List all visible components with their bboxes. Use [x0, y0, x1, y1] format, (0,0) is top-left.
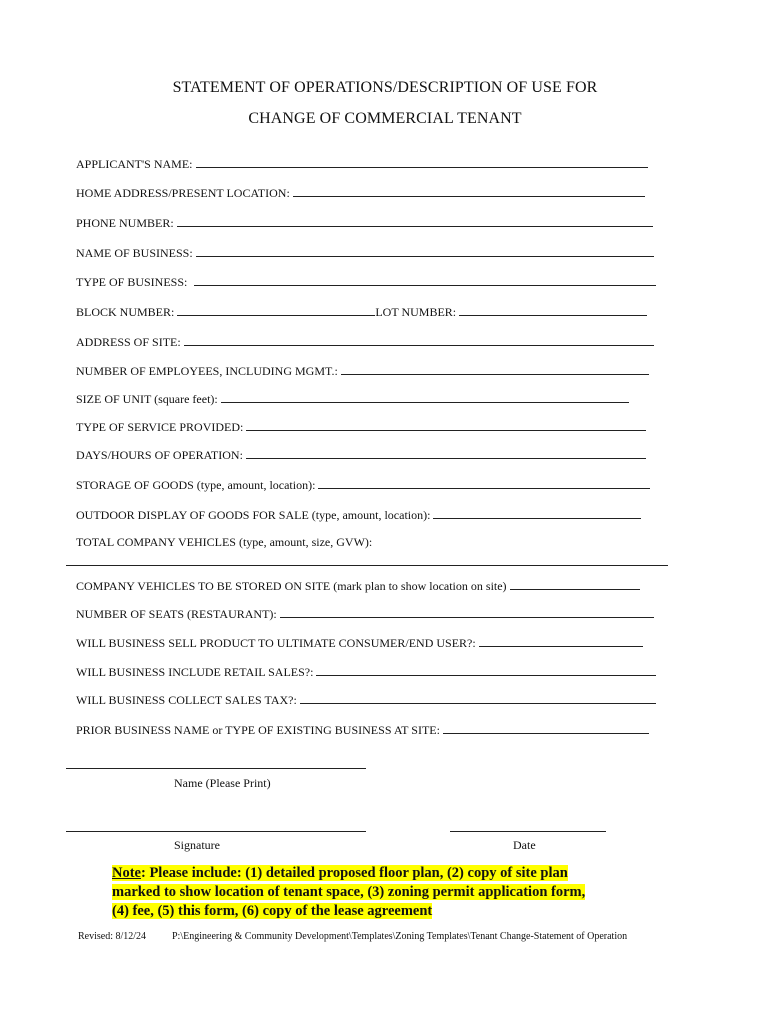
storage-row	[76, 477, 650, 492]
outdoor-display-label: OUTDOOR DISPLAY OF GOODS FOR SALE (type, amount, location):	[76, 508, 431, 522]
site-address-label: ADDRESS OF SITE:	[76, 335, 181, 349]
note-line-1: : Please include: (1) detailed proposed floor plan, (2) copy of site plan	[141, 865, 568, 881]
ultimate-consumer-field[interactable]	[479, 635, 643, 647]
block-lot-row	[76, 304, 647, 319]
outdoor-display-field[interactable]	[433, 507, 641, 519]
storage-label: STORAGE OF GOODS (type, amount, location):	[76, 478, 316, 492]
unit-size-row	[76, 391, 629, 406]
title-line-2: CHANGE OF COMMERCIAL TENANT	[248, 110, 522, 127]
phone-number-label: PHONE NUMBER:	[76, 216, 174, 230]
signature-field[interactable]	[66, 831, 366, 832]
business-name-field[interactable]	[196, 245, 654, 257]
company-vehicles-label: TOTAL COMPANY VEHICLES (type, amount, size, GVW):	[76, 535, 373, 549]
printed-name-field[interactable]	[66, 768, 366, 769]
retail-sales-label: WILL BUSINESS INCLUDE RETAIL SALES?:	[76, 665, 314, 679]
phone-number-row	[76, 215, 653, 230]
prior-business-row	[76, 722, 649, 737]
sales-tax-field[interactable]	[300, 692, 656, 704]
home-address-field[interactable]	[293, 185, 645, 197]
prior-business-label: PRIOR BUSINESS NAME or TYPE OF EXISTING BUSINESS AT SITE:	[76, 723, 440, 737]
site-address-field[interactable]	[184, 334, 654, 346]
sales-tax-label: WILL BUSINESS COLLECT SALES TAX?:	[76, 693, 297, 707]
file-path: P:\Engineering & Community Development\Templates\Zoning Templates\Tenant Change-Statement of Operation	[172, 931, 628, 942]
note-block	[112, 864, 652, 921]
ultimate-consumer-label: WILL BUSINESS SELL PRODUCT TO ULTIMATE CONSUMER/END USER?:	[76, 636, 476, 650]
vehicles-on-site-field[interactable]	[510, 578, 640, 590]
seats-label: NUMBER OF SEATS (RESTAURANT):	[76, 607, 277, 621]
applicant-name-row	[76, 156, 648, 171]
company-vehicles-row	[76, 535, 372, 549]
lot-number-label: LOT NUMBER:	[375, 305, 457, 319]
company-vehicles-field[interactable]	[66, 565, 668, 566]
days-hours-row	[76, 447, 646, 462]
service-type-row	[76, 419, 646, 434]
home-address-row	[76, 185, 645, 200]
date-caption: Date	[513, 838, 536, 852]
note-label: Note	[112, 865, 141, 881]
business-name-label: NAME OF BUSINESS:	[76, 246, 193, 260]
days-hours-label: DAYS/HOURS OF OPERATION:	[76, 448, 243, 462]
note-line-2: marked to show location of tenant space, (3) zoning permit application form,	[112, 884, 586, 900]
seats-row	[76, 606, 654, 621]
printed-name-caption: Name (Please Print)	[174, 776, 271, 790]
note-line-3: (4) fee, (5) this form, (6) copy of the lease agreement	[112, 903, 433, 919]
seats-field[interactable]	[280, 606, 654, 618]
days-hours-field[interactable]	[246, 447, 646, 459]
sales-tax-row	[76, 692, 656, 707]
ultimate-consumer-row	[76, 635, 643, 650]
applicant-name-label: APPLICANT'S NAME:	[76, 157, 193, 171]
unit-size-label: SIZE OF UNIT (square feet):	[76, 392, 218, 406]
employees-label: NUMBER OF EMPLOYEES, INCLUDING MGMT.:	[76, 364, 338, 378]
business-name-row	[76, 245, 654, 260]
outdoor-display-row	[76, 507, 641, 522]
business-type-label: TYPE OF BUSINESS:	[76, 275, 188, 289]
date-field[interactable]	[450, 831, 606, 832]
employees-field[interactable]	[341, 363, 649, 375]
home-address-label: HOME ADDRESS/PRESENT LOCATION:	[76, 186, 290, 200]
service-type-field[interactable]	[246, 419, 646, 431]
revised-date: Revised: 8/12/24	[78, 931, 147, 942]
lot-number-field[interactable]	[459, 304, 647, 316]
unit-size-field[interactable]	[221, 391, 629, 403]
employees-row	[76, 363, 649, 378]
business-type-row	[76, 274, 656, 289]
site-address-row	[76, 334, 654, 349]
applicant-name-field[interactable]	[196, 156, 648, 168]
prior-business-field[interactable]	[443, 722, 649, 734]
storage-field[interactable]	[318, 477, 650, 489]
block-number-label: BLOCK NUMBER:	[76, 305, 175, 319]
retail-sales-field[interactable]	[316, 664, 656, 676]
phone-number-field[interactable]	[177, 215, 653, 227]
signature-caption: Signature	[174, 838, 220, 852]
business-type-field[interactable]	[194, 274, 656, 286]
vehicles-on-site-label: COMPANY VEHICLES TO BE STORED ON SITE (mark plan to show location on site)	[76, 579, 507, 593]
service-type-label: TYPE OF SERVICE PROVIDED:	[76, 420, 244, 434]
title-line-1: STATEMENT OF OPERATIONS/DESCRIPTION OF USE FOR	[172, 79, 598, 96]
block-number-field[interactable]	[177, 304, 375, 316]
retail-sales-row	[76, 664, 656, 679]
vehicles-on-site-row	[76, 578, 640, 593]
